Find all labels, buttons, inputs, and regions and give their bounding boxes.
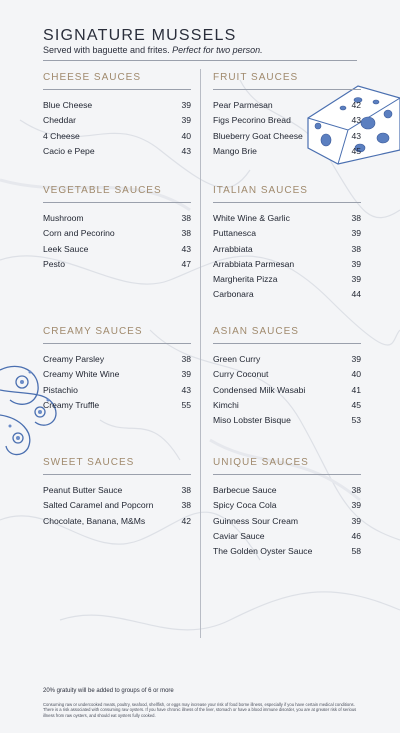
section-title: CREAMY SAUCES	[43, 326, 143, 337]
menu-item	[213, 211, 361, 226]
menu-item	[213, 514, 361, 529]
item-name: Cacio e Pepe	[43, 145, 95, 156]
item-price: 38	[181, 354, 191, 364]
section-creamy-sauces	[43, 325, 191, 413]
item-name: Cheddar	[43, 115, 76, 126]
section-title: VEGETABLE SAUCES	[43, 185, 162, 196]
menu-item	[43, 483, 191, 498]
item-price: 58	[351, 546, 361, 557]
menu-item	[43, 129, 191, 144]
header-divider	[43, 60, 357, 61]
item-price: 43	[181, 384, 191, 395]
item-name: Creamy White Wine	[43, 369, 120, 380]
item-price: 38	[351, 213, 361, 223]
section-cheese-sauces	[43, 71, 191, 159]
item-price: 39	[181, 100, 191, 110]
item-name: Miso Lobster Bisque	[213, 415, 291, 426]
item-price: 45	[351, 145, 361, 156]
section-asian-sauces	[213, 325, 361, 428]
item-price: 38	[181, 228, 191, 239]
menu-item	[43, 242, 191, 257]
item-price: 39	[351, 515, 361, 526]
item-price: 40	[351, 369, 361, 380]
item-name: Corn and Pecorino	[43, 228, 115, 239]
item-name: Barbecue Sauce	[213, 485, 277, 495]
menu-item	[213, 113, 361, 128]
item-name: Pistachio	[43, 384, 78, 395]
gratuity-note: 20% gratuity will be added to groups of 6 or more	[43, 688, 174, 694]
menu-item	[213, 257, 361, 272]
section-divider	[213, 343, 361, 344]
section-divider	[213, 202, 361, 203]
menu-item	[213, 544, 361, 559]
item-price: 39	[351, 274, 361, 285]
item-name: Arrabbiata	[213, 243, 253, 254]
menu-item	[43, 144, 191, 159]
item-name: Creamy Truffle	[43, 399, 100, 410]
item-name: Pesto	[43, 258, 65, 269]
item-name: Condensed Milk Wasabi	[213, 384, 306, 395]
menu-item	[43, 367, 191, 382]
menu-item	[213, 144, 361, 159]
section-divider	[43, 343, 191, 344]
item-price: 38	[351, 243, 361, 254]
item-price: 43	[351, 130, 361, 141]
item-price: 43	[351, 115, 361, 126]
item-name: Arrabbiata Parmesan	[213, 258, 295, 269]
section-vegetable-sauces	[43, 184, 191, 272]
food-safety-disclaimer: Consuming raw or undercooked meats, poultry, seafood, shellfish, or eggs may increase your risk of food borne illness, especially if you have certain medical conditions. There is a risk associated with consuming raw oysters. If you have chronic illness of the liver, stomach or have a blood immune disorder, you are at greater risk of serious illness from raw oysters, and should eat oysters fully cooked.	[43, 702, 357, 718]
subtitle-text: Served with baguette and frites.	[43, 45, 170, 55]
section-title: ITALIAN SAUCES	[213, 185, 308, 196]
subtitle-emphasis: Perfect for two person.	[172, 45, 263, 55]
item-name: Guinness Sour Cream	[213, 515, 299, 526]
item-name: White Wine & Garlic	[213, 213, 290, 223]
item-price: 38	[181, 213, 191, 223]
item-name: Creamy Parsley	[43, 354, 105, 364]
menu-item	[213, 413, 361, 428]
item-price: 44	[351, 289, 361, 300]
page-title: SIGNATURE MUSSELS	[43, 27, 237, 44]
menu-item	[213, 398, 361, 413]
item-name: The Golden Oyster Sauce	[213, 546, 313, 557]
item-price: 46	[351, 530, 361, 541]
menu-item	[43, 383, 191, 398]
menu-item	[43, 211, 191, 226]
menu-item	[213, 272, 361, 287]
item-price: 42	[351, 100, 361, 110]
menu-item	[43, 257, 191, 272]
section-title: SWEET SAUCES	[43, 457, 135, 468]
item-name: Mango Brie	[213, 145, 257, 156]
column-divider	[200, 69, 201, 638]
item-price: 38	[351, 485, 361, 495]
section-title: ASIAN SAUCES	[213, 326, 299, 337]
item-price: 45	[351, 399, 361, 410]
item-price: 39	[181, 369, 191, 380]
item-price: 41	[351, 384, 361, 395]
menu-item	[213, 352, 361, 367]
section-italian-sauces	[213, 184, 361, 303]
item-name: Curry Coconut	[213, 369, 269, 380]
page-subtitle	[43, 45, 263, 55]
section-title: CHEESE SAUCES	[43, 72, 142, 83]
item-name: Puttanesca	[213, 228, 256, 239]
menu-item	[213, 98, 361, 113]
item-name: Figs Pecorino Bread	[213, 115, 291, 126]
item-price: 43	[181, 243, 191, 254]
item-price: 43	[181, 145, 191, 156]
item-price: 39	[351, 354, 361, 364]
item-price: 40	[181, 130, 191, 141]
section-divider	[213, 474, 361, 475]
section-unique-sauces	[213, 456, 361, 559]
item-price: 42	[181, 515, 191, 526]
section-divider	[43, 202, 191, 203]
item-name: Leek Sauce	[43, 243, 89, 254]
item-name: Carbonara	[213, 289, 254, 300]
item-price: 47	[181, 258, 191, 269]
item-price: 38	[181, 485, 191, 495]
item-price: 53	[351, 415, 361, 426]
menu-item	[213, 383, 361, 398]
item-name: Blue Cheese	[43, 100, 93, 110]
item-name: Spicy Coca Cola	[213, 500, 277, 511]
menu-item	[213, 483, 361, 498]
menu-item	[43, 514, 191, 529]
item-name: Margherita Pizza	[213, 274, 278, 285]
menu-item	[213, 287, 361, 302]
item-price: 38	[181, 500, 191, 511]
section-title: FRUIT SAUCES	[213, 72, 299, 83]
section-divider	[213, 89, 361, 90]
menu-item	[43, 113, 191, 128]
menu-item	[43, 398, 191, 413]
menu-item	[213, 498, 361, 513]
section-fruit-sauces	[213, 71, 361, 159]
menu-item	[43, 352, 191, 367]
item-name: 4 Cheese	[43, 130, 80, 141]
menu-item	[43, 226, 191, 241]
menu-item	[213, 129, 361, 144]
menu-item	[213, 367, 361, 382]
item-price: 39	[351, 258, 361, 269]
menu-item	[213, 529, 361, 544]
item-name: Blueberry Goat Cheese	[213, 130, 303, 141]
section-sweet-sauces	[43, 456, 191, 529]
item-name: Salted Caramel and Popcorn	[43, 500, 154, 511]
item-price: 39	[351, 500, 361, 511]
item-name: Peanut Butter Sauce	[43, 485, 123, 495]
menu-item	[213, 226, 361, 241]
item-price: 39	[181, 115, 191, 126]
menu-item	[43, 498, 191, 513]
item-name: Pear Parmesan	[213, 100, 273, 110]
item-price: 39	[351, 228, 361, 239]
section-title: UNIQUE SAUCES	[213, 457, 309, 468]
item-price: 55	[181, 399, 191, 410]
section-divider	[43, 474, 191, 475]
item-name: Chocolate, Banana, M&Ms	[43, 515, 146, 526]
item-name: Mushroom	[43, 213, 84, 223]
item-name: Kimchi	[213, 399, 239, 410]
menu-item	[213, 242, 361, 257]
item-name: Caviar Sauce	[213, 530, 265, 541]
item-name: Green Curry	[213, 354, 261, 364]
menu-item	[43, 98, 191, 113]
section-divider	[43, 89, 191, 90]
